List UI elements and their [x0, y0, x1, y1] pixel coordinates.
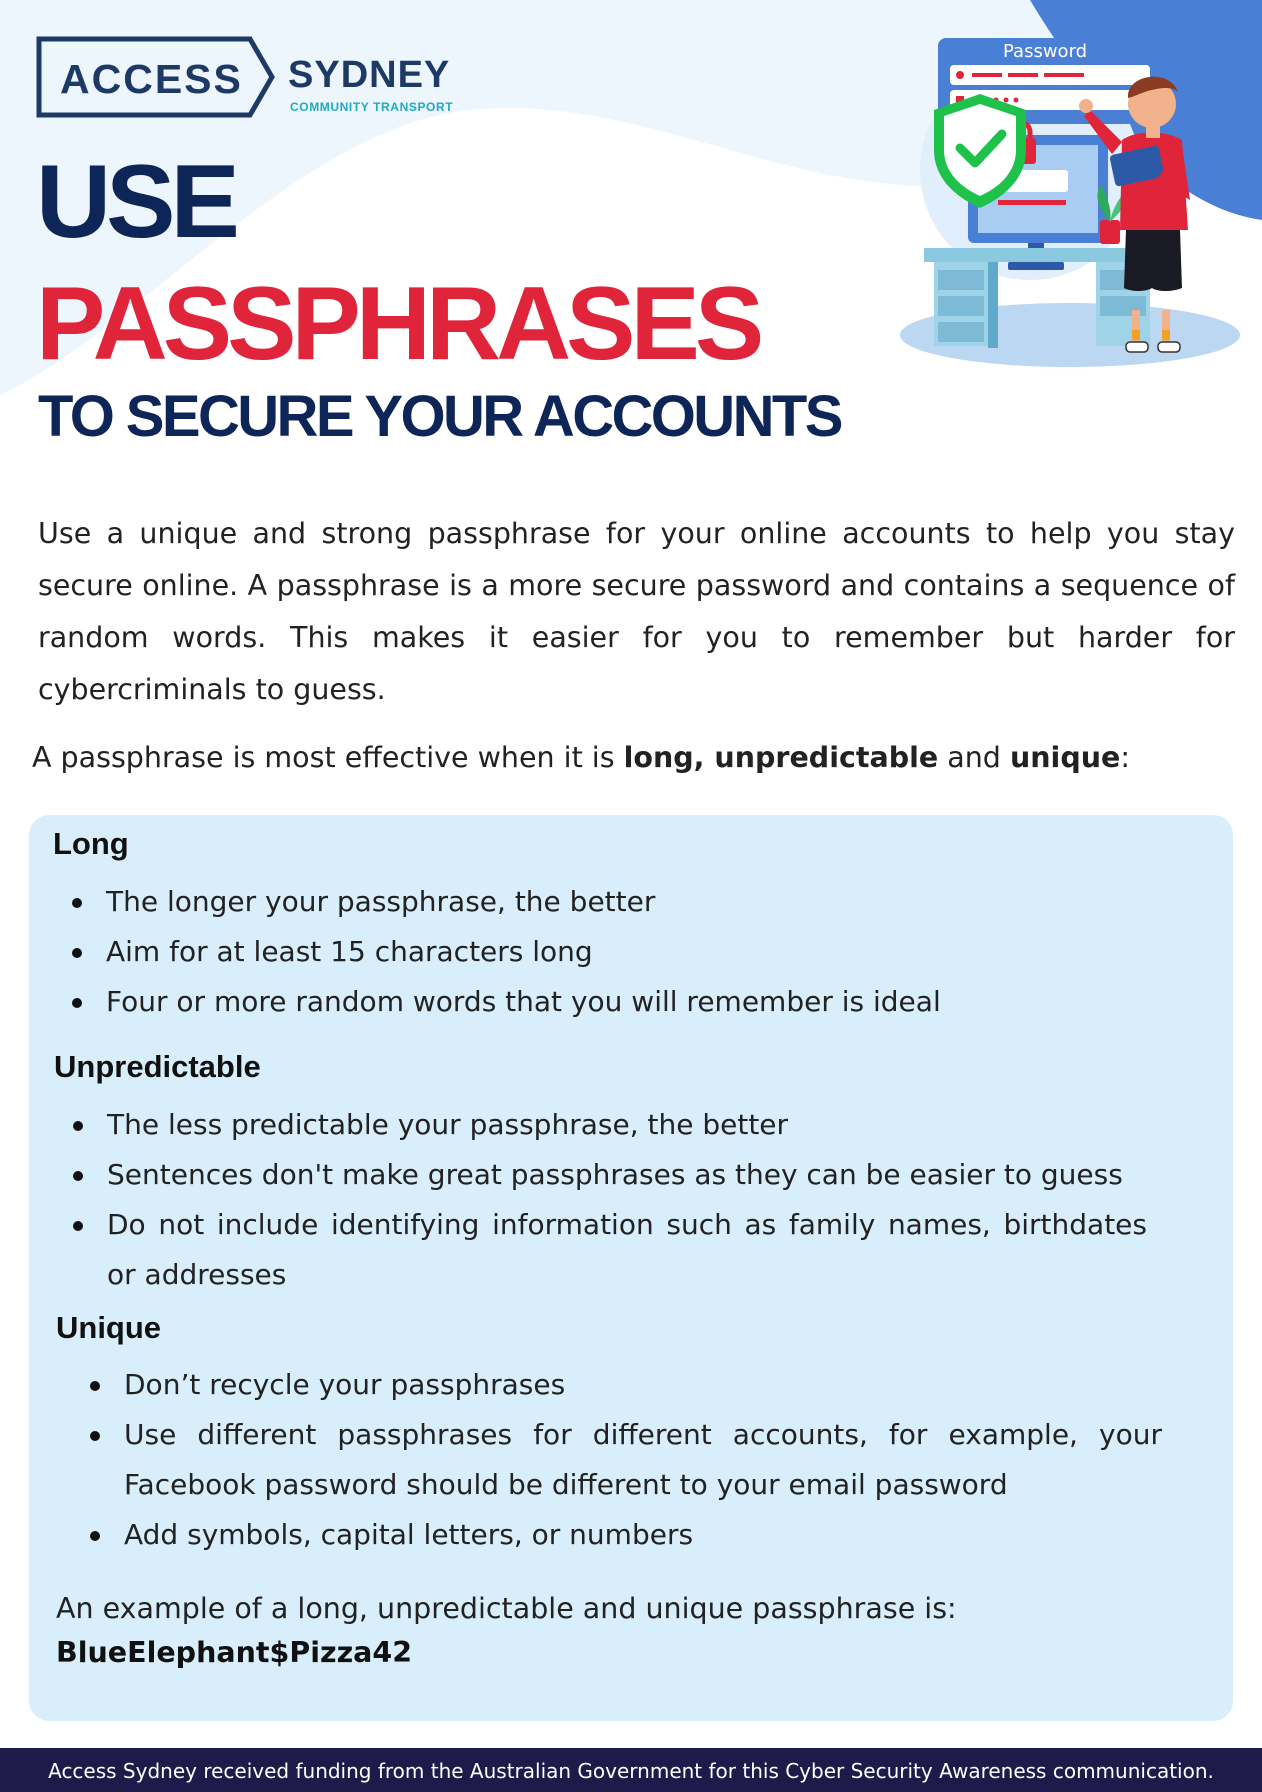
logo-sydney-text: SYDNEY	[288, 54, 451, 96]
lead-bold-unique: unique	[1009, 741, 1121, 774]
intro-paragraph: Use a unique and strong passphrase for your online accounts to help you stay secure online. A passphrase is a more secure password and contains a sequence of random words. This makes it easier for you to remember but harder for cybercriminals to guess.	[38, 517, 1235, 706]
example-passphrase: BlueElephant$Pizza42	[56, 1636, 413, 1669]
example-intro: An example of a long, unpredictable and unique passphrase is:	[56, 1592, 957, 1625]
title-use: USE	[36, 144, 235, 260]
footer-text: Access Sydney received funding from the Australian Government for this Cyber Security Awareness communication.	[48, 1759, 1214, 1783]
lead-prefix: A passphrase is most effective when it is	[32, 741, 624, 774]
unpredictable-list	[107, 1100, 1147, 1300]
section-title-long: Long	[53, 826, 129, 861]
password-label: Password	[1003, 41, 1088, 62]
logo-access-text: ACCESS	[60, 56, 243, 102]
list-item: Sentences don't make great passphrases as they can be easier to guess	[107, 1150, 1147, 1200]
lead-suffix: :	[1120, 741, 1130, 774]
security-illustration	[890, 30, 1240, 390]
list-item: The longer your passphrase, the better	[106, 877, 1206, 927]
lead-sentence	[32, 736, 1232, 780]
lead-bold-long-unpredictable: long, unpredictable	[623, 741, 939, 774]
section-title-unique: Unique	[56, 1310, 162, 1345]
section-title-unpredictable: Unpredictable	[54, 1049, 261, 1084]
unique-list	[124, 1360, 1162, 1560]
access-sydney-logo	[36, 36, 476, 118]
lead-mid: and	[938, 741, 1010, 774]
list-item: The less predictable your passphrase, the better	[107, 1100, 1147, 1150]
logo-subtitle: COMMUNITY TRANSPORT	[290, 100, 454, 114]
list-item: Don’t recycle your passphrases	[124, 1360, 1162, 1410]
list-item: Four or more random words that you will remember is ideal	[106, 977, 1206, 1027]
title-subheading: TO SECURE YOUR ACCOUNTS	[38, 384, 841, 449]
list-item: Do not include identifying information such as family names, birthdates or addresses	[107, 1200, 1147, 1300]
footer-bar	[0, 1748, 1262, 1792]
list-item: Use different passphrases for different accounts, for example, your Facebook password should be different to your email password	[124, 1410, 1162, 1510]
list-item: Aim for at least 15 characters long	[106, 927, 1206, 977]
long-list	[106, 877, 1206, 1027]
list-item: Add symbols, capital letters, or numbers	[124, 1510, 1162, 1560]
title-passphrases: PASSPHRASES	[36, 266, 760, 382]
